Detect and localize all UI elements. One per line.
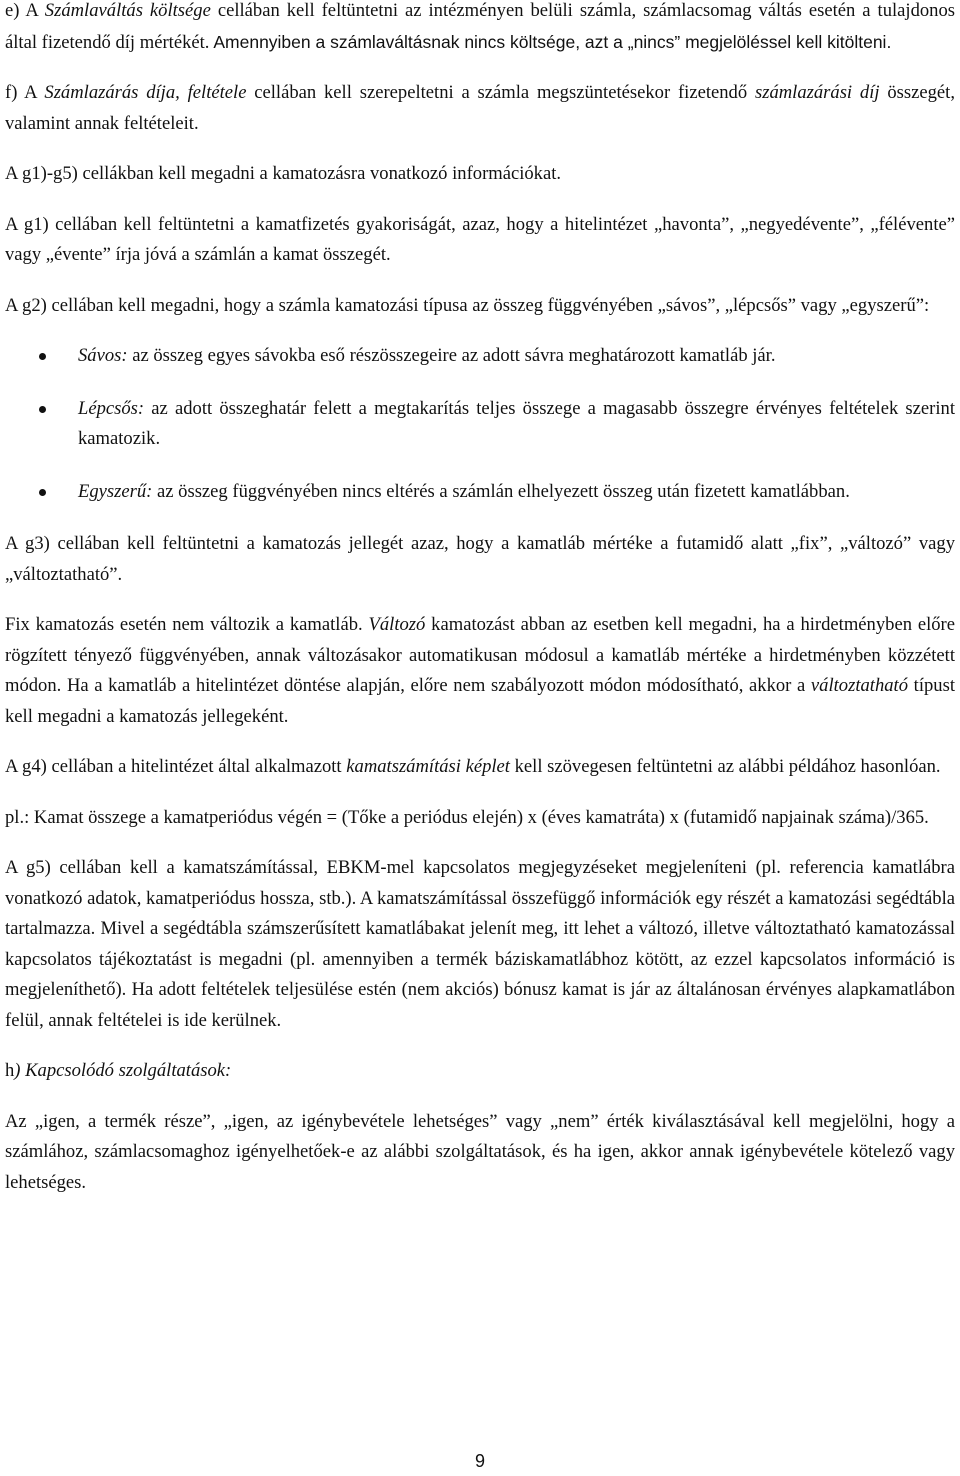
- term-kamatszamitasi-keplet: kamatszámítási képlet: [346, 756, 510, 777]
- term-lepcsos: Lépcsős:: [78, 397, 145, 419]
- paragraph-fix-text-3: típust kell megadni a kamatozás jellegeként.: [5, 675, 956, 727]
- paragraph-e-prefix: e) A: [5, 0, 45, 21]
- heading-h-prefix: h: [5, 1060, 15, 1081]
- paragraph-e-text-sans: Amennyiben a számlaváltásnak nincs költsége, azt a „nincs” megjelöléssel kell kitölteni.: [209, 31, 892, 52]
- paragraph-g4-rest: kell szövegesen feltüntetni az alábbi példához hasonlóan.: [509, 756, 941, 777]
- bullet-icon: [39, 353, 46, 360]
- term-szamlavaltas-koltsege: Számlaváltás költsége: [44, 0, 211, 21]
- heading-h-title: ) Kapcsolódó szolgáltatások:: [14, 1060, 232, 1081]
- term-valtoztathato: változtatható: [810, 675, 909, 696]
- bullet-icon: [39, 406, 46, 413]
- term-szamlazaras-dija: Számlazárás díja, feltétele: [44, 82, 247, 103]
- document-page: [5, 0, 955, 1218]
- page-number: 9: [474, 1451, 485, 1471]
- kamatozasi-tipus-list: [5, 341, 955, 507]
- list-item-lepcsos: [5, 394, 955, 455]
- paragraph-g3: A g3) cellában kell feltüntetni a kamatozás jellegét azaz, hogy a kamatláb mértéke a futamidő alatt „fix”, „változó” vagy „változtatható”.: [5, 533, 955, 585]
- paragraph-fix-text: Fix kamatozás esetén nem változik a kamatláb.: [5, 614, 369, 635]
- term-szamlazarasi-dij: számlazárási díj: [754, 82, 880, 103]
- paragraph-g2: A g2) cellában kell megadni, hogy a számla kamatozási típusa az összeg függvényében „sávos”, „lépcsős” vagy „egyszerű”:: [5, 294, 930, 316]
- list-item-egyszeru: [5, 477, 955, 508]
- paragraph-f: [5, 78, 955, 139]
- paragraph-example: pl.: Kamat összege a kamatperiódus végén = (Tőke a periódus elején) x (éves kamatráta) x (futamidő napjainak száma)/365.: [5, 806, 929, 828]
- term-egyszeru: Egyszerű:: [78, 480, 153, 502]
- paragraph-f-rest: összegét, valamint annak feltételeit.: [5, 82, 955, 134]
- list-item-text: az összeg egyes sávokba eső részösszegeire az adott sávra meghatározott kamatláb jár.: [127, 345, 776, 366]
- paragraph-fix: [5, 610, 955, 732]
- list-item-text: az adott összeghatár felett a megtakarítás teljes összege a magasabb összegre érvényes feltételek szerint kamatozik.: [78, 397, 955, 449]
- bullet-icon: [39, 489, 46, 496]
- paragraph-e-text: cellában kell feltüntetni az intézményen belüli számla, számlacsomag váltás esetén a tulajdonos által fizetendő díj mértékét.: [5, 0, 955, 53]
- paragraph-f-text: cellában kell szerepeltetni a számla megszüntetésekor fizetendő: [246, 82, 755, 103]
- paragraph-e: [5, 0, 955, 58]
- paragraph-g5: A g5) cellában kell a kamatszámítással, EBKM-mel kapcsolatos megjegyzéseket megjeleníteni (pl. referencia kamatlábra vonatkozó adatok, kamatperiódus hossza, stb.). A kamatszámítással összefüggő információk egy részét a kamatozási segédtábla tartalmazza. Mivel a segédtábla számszerűsített kamatlábakat jelenít meg, itt lehet a változó, illetve változtatható kamatozással kapcsolatos tájékoztatást is megadni (pl. amennyiben a termék báziskamatlábhoz kötött, az ezzel kapcsolatos információ is megjeleníthető). Ha adott feltételek teljesülése estén (nem akciós) bónusz kamat is jár az általánosan érvényes alapkamatlábon felül, annak feltételei is ide kerülnek.: [5, 857, 955, 1031]
- paragraph-h: Az „igen, a termék része”, „igen, az igénybevétele lehetséges” vagy „nem” érték kiválasztásával kell megjelölni, hogy a számlához, számlacsomaghoz igényelhetőek-e az alábbi szolgáltatások, és ha igen, akkor annak igénybevétele kötelező vagy lehetséges.: [5, 1110, 955, 1193]
- paragraph-g4: [5, 752, 955, 783]
- paragraph-g-intro: A g1)-g5) cellákban kell megadni a kamatozásra vonatkozó információkat.: [5, 163, 562, 184]
- paragraph-f-prefix: f) A: [5, 82, 45, 103]
- list-item-savos: [5, 341, 955, 372]
- paragraph-g4-text: A g4) cellában a hitelintézet által alkalmazott: [5, 756, 347, 777]
- heading-h: [5, 1056, 955, 1087]
- paragraph-fix-text-2: kamatozást abban az esetben kell megadni, ha a hirdetményben előre rögzített tényező függvényében, annak változásakor automatikusan módosul a kamatláb mértéke a hirdetményben közzétett módon. Ha a kamatláb a hitelintézet döntése alapján, előre nem szabályozott módon módosítható, akkor a: [5, 614, 955, 696]
- paragraph-g1: A g1) cellában kell feltüntetni a kamatfizetés gyakoriságát, azaz, hogy a hitelintézet „havonta”, „negyedévente”, „félévente” vagy „évente” írja jóvá a számlán a kamat összegét.: [5, 213, 955, 265]
- term-savos: Sávos:: [78, 345, 128, 366]
- list-item-text: az összeg függvényében nincs eltérés a számlán elhelyezett összeg után fizetett kamatlábban.: [152, 480, 850, 502]
- term-valtozo: Változó: [368, 614, 426, 635]
